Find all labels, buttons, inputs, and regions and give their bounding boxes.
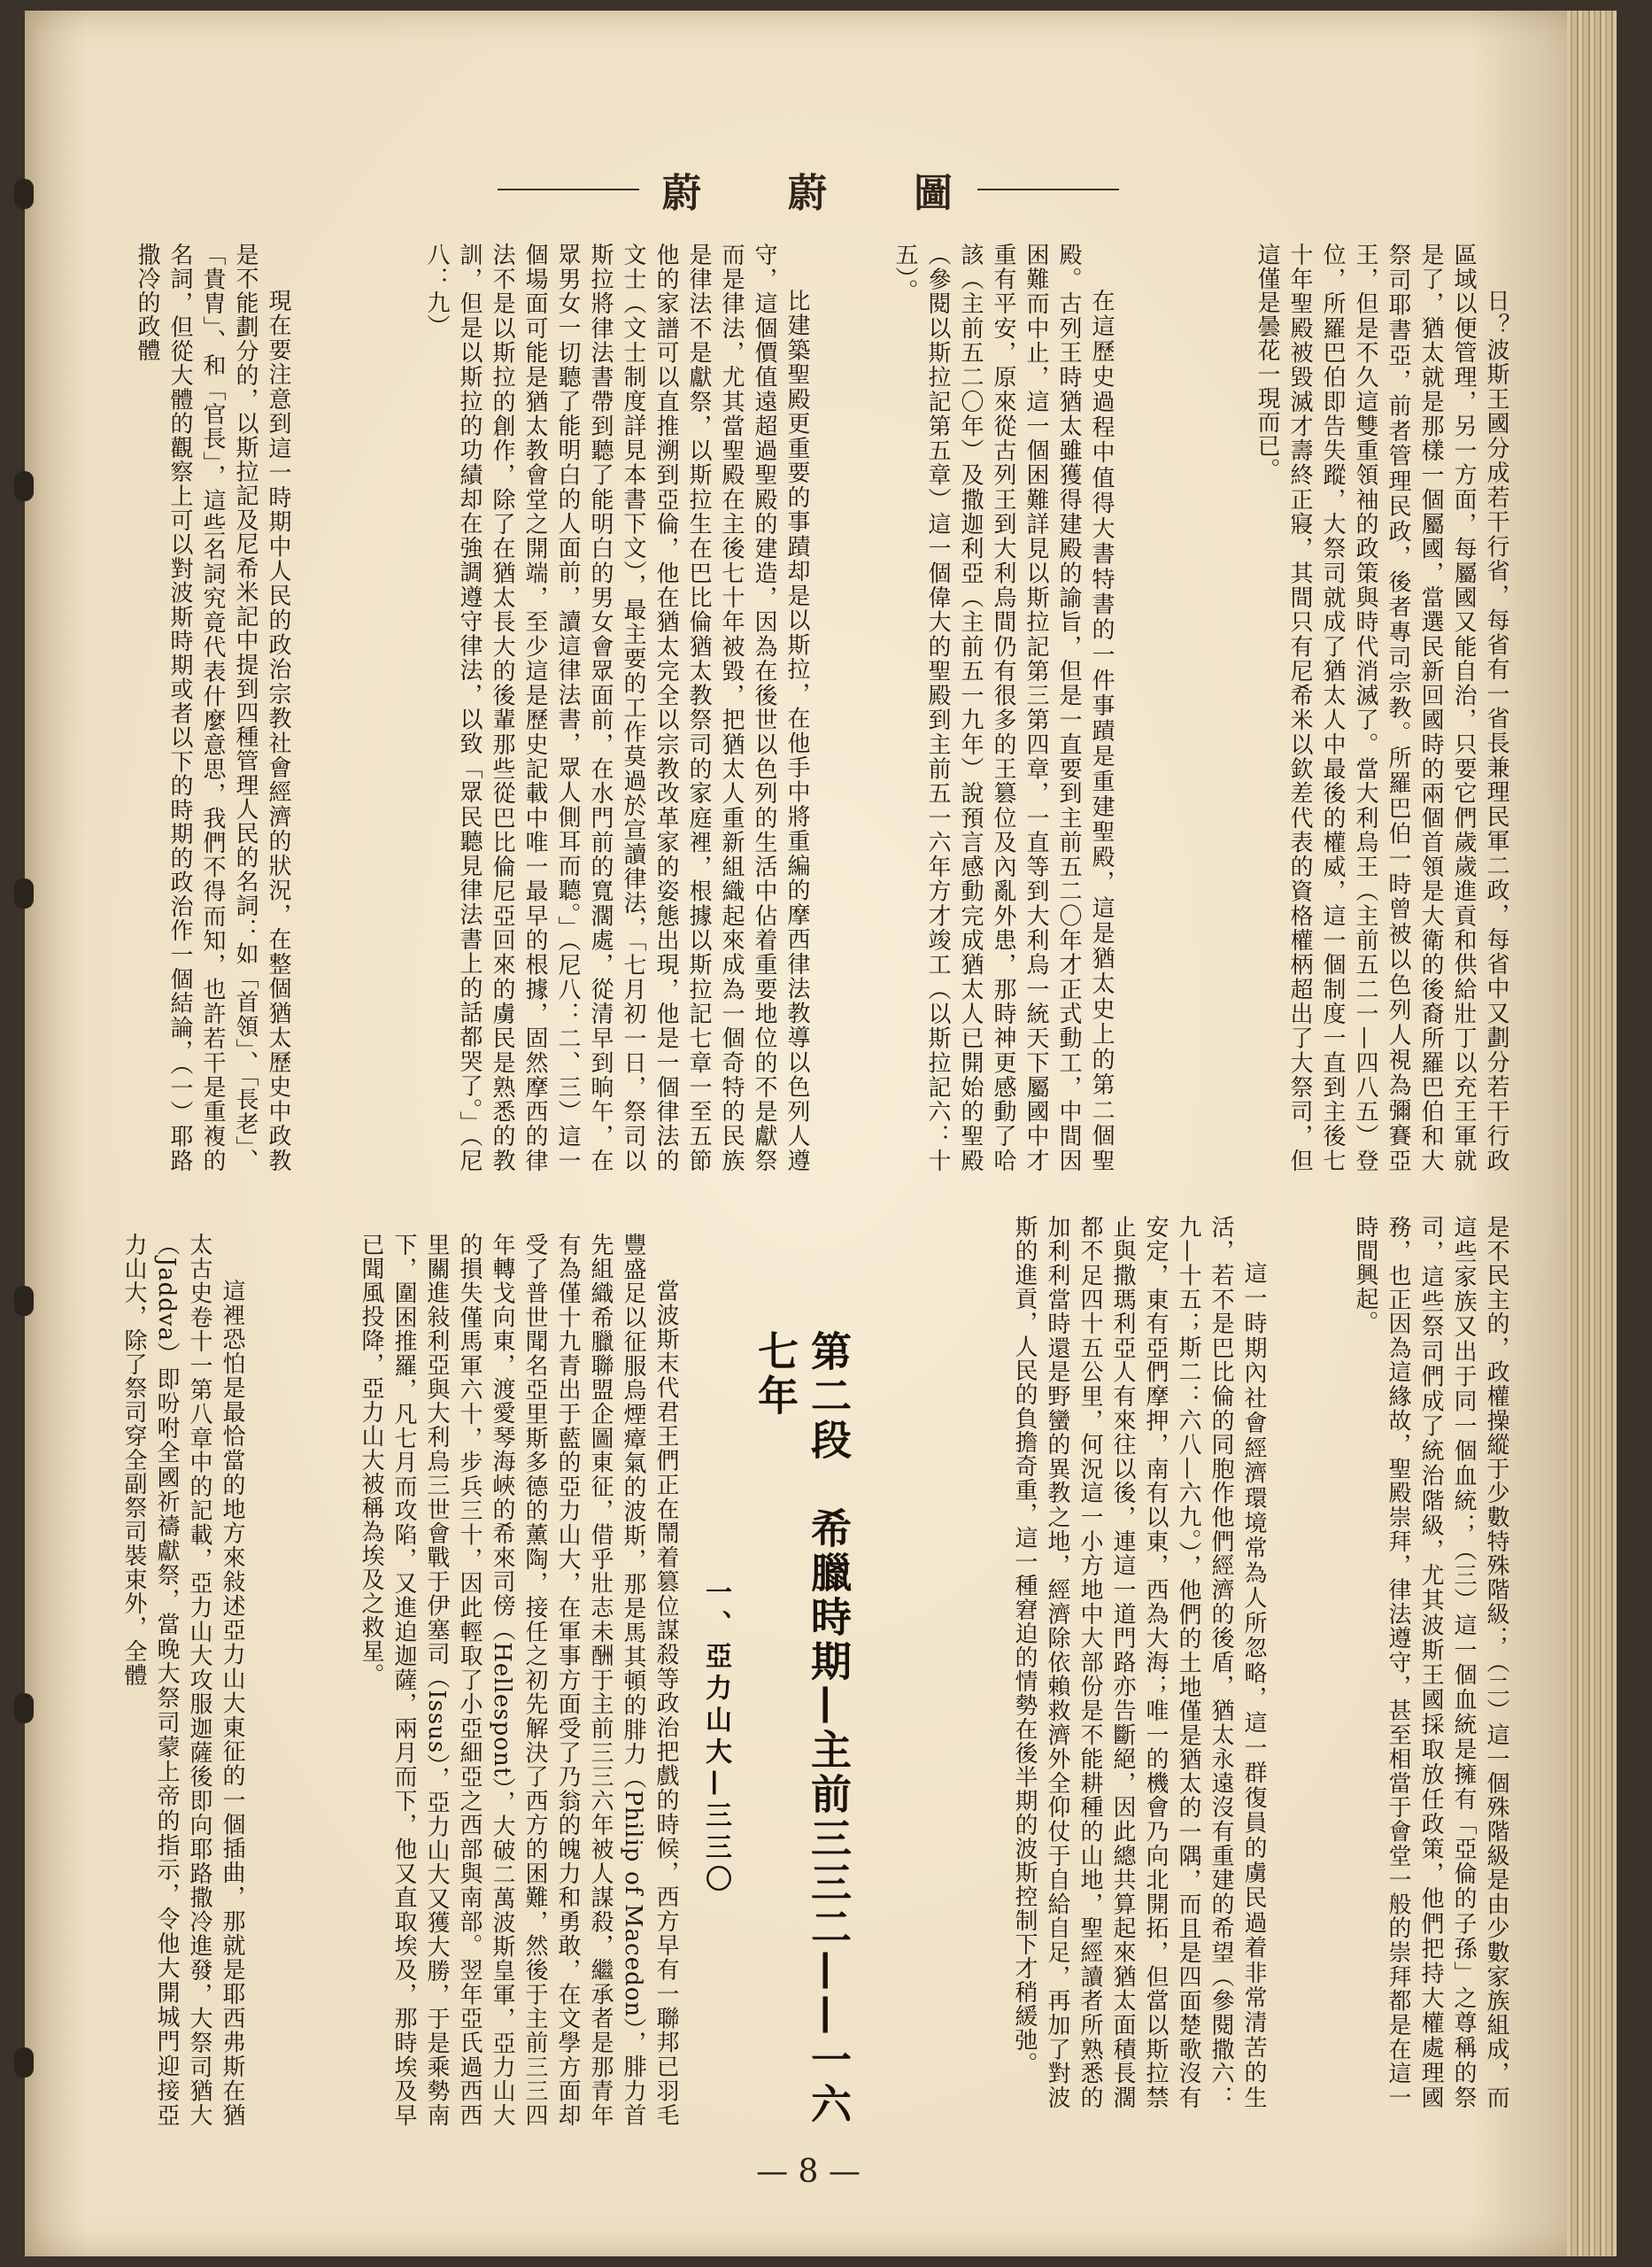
paragraph-text: 是不民主的，政權操縱于少數特殊階級；（二）這一個殊階級是由少數家族組成，而這些家族又出于同一個血統；（三）這一個血統是擁有「亞倫的子孫」之尊稱的祭司，這些祭司們成了統治階級，尤其波斯王國採取放任政策，他們把持大權處理國務，也正因為這緣故，聖殿崇拜，律法遵守，甚至相當于會堂一般的崇拜都是在這一時間興起。 (1352, 1215, 1509, 2109)
paragraph-text: 這裡恐怕是最恰當的地方來敍述亞力山大東征的一個插曲，那就是耶西弗斯在猶太古史卷十一第八章中的記載，亞力山大攻服迦薩後即向耶路撒冷進發，大祭司猶大（Jaddva）即吩咐全國祈禱獻祭，當晚大祭司蒙上帝的指示，令他大開城門迎接亞力山大，除了祭司穿全副祭司裝束外，全體 (120, 1233, 245, 2127)
section-heading-text: 第二段 希臘時期—主前三三二——一六七年 (752, 1330, 853, 2127)
paragraph-text: 現在要注意到這一時期中人民的政治宗教社會經濟的狀況，在整個猶太歷史中政教是不能劃分的，以斯拉記及尼希米記中提到四種管理人民的名詞：如「首領」、「長老」、「貴胄」、和「官長」，這些名詞究竟代表什麼意思，我們不得而知，也許若干是重複的名詞，但從大體的觀察上可以對波斯時期或者以下的時期的政治作一個結論，（一）耶路撒冷的政體 (134, 243, 291, 1172)
section-heading (740, 1330, 855, 2127)
header-glyph-right: 圖 (914, 171, 954, 216)
running-header (25, 163, 1592, 216)
header-rule-right (977, 189, 1119, 190)
paragraph-ezra (301, 243, 813, 1172)
page-edges (1567, 11, 1617, 2256)
paragraph-text: 日？波斯王國分成若干行省，每省有一省長兼理民軍二政，每省中又劃分若干行政區域以便管理，另一方面，每屬國又能自治，只要它們歲歲進貢和供給壯丁以充王軍就是了，猶太就是那樣一個屬國，當選民新回國時的兩個首領是大衛的後裔所羅巴伯和大祭司耶書亞，前者管理民政，後者專司宗教。所羅巴伯一時曾被以色列人視為彌賽亞王，但是不久這雙重領袖的政策與時代消滅了。當大利烏王（主前五二一—四八五）登位，所羅巴伯即告失蹤，大祭司就成了猶太人中最後的權威，這一個制度一直到主後七十年聖殿被毀滅才壽終正寢，其間只有尼希米以欽差代表的資格權柄超出了大祭司，但這僅是曇花一現而已。 (1254, 243, 1509, 1172)
subsection-heading (689, 1578, 733, 2003)
paragraph-alexander (253, 1233, 682, 2127)
paragraph-economy (857, 1215, 1270, 2109)
paragraph-text: 這一時期內社會經濟環境常為人所忽略，這一群復員的虜民過着非常清苦的生活，若不是巴比倫的同胞作他們經濟的後盾，猶太永遠沒有重建的希望（參閱撒六：九—十五；斯二：六八—六九。），他們的土地僅是猶太的一隅，而且是四面楚歌沒有安定，東有亞們摩押，南有以東，西為大海；唯一的機會乃向北開拓，但當以斯拉禁止與撒瑪利亞人有來往以後，連這一道門路亦告斷絕，因此總共算起來猶太面積長濶都不足四十五公里，何況這一小方地中大部份是不能耕種的山地，聖經讀者所熟悉的加利利當時還是野蠻的異教之地，經濟除依賴救濟外全仰仗于自給自足，再加了對波斯的進貢，人民的負擔奇重，這一種窘迫的情勢在後半期的波斯控制下才稍緩弛。 (1011, 1215, 1267, 2109)
paragraph-text: 比建築聖殿更重要的事蹟却是以斯拉，在他手中將重編的摩西律法教導以色列人遵守，這個價值遠超過聖殿的建造，因為在後世以色列的生活中佔着重要地位的不是獻祭而是律法，尤其當聖殿在主後七十年被毀，把猶太人重新組織起來成為一個奇特的民族是律法不是獻祭，以斯拉生在巴比倫猶太教祭司的家庭裡，根據以斯拉記七章一至五節他的家譜可以直推溯到亞倫，他在猶太完全以宗教改革家的姿態出現，他是一個律法的文士（文士制度詳見本書下文），最主要的工作莫過於宣讀律法，「七月初一日，祭司以斯拉將律法書帶到聽了能明白的男女會眾面前，在水門前的寬濶處，從清早到晌午，在眾男女一切聽了能明白的人面前，讀這律法書，眾人側耳而聽。」（尼八：二、三）這一個場面可能是猶太教會堂之開端，至少這是歷史記載中唯一最早的根據，固然摩西的律法不是以斯拉的創作，除了在猶太長大的後輩那些從巴比倫尼亞回來的虜民是熟悉的教訓，但是以斯拉的功績却在強調遵守律法，以致「眾民聽見律法書上的話都哭了。」（尼八：九） (423, 243, 810, 1172)
paragraph-governance (1277, 1215, 1512, 2109)
header-glyph-left: 蔚 (662, 171, 703, 216)
subsection-heading-text: 一、亞力山大—三三〇 (700, 1578, 731, 1897)
paragraph-text: 當波斯末代君王們正在鬧着篡位謀殺等政治把戲的時候，西方早有一聯邦已羽毛豐盛足以征服烏煙瘴氣的波斯，那是馬其頓的腓力（Philip of Macedon），腓力首先組織希臘聯盟企圖東征，借乎壯志未酬于主前三三六年被人謀殺，繼承者是那青年有為僅十九青出于藍的亞力山大，在軍事方面受了乃翁的魄力和勇敢，在文學方面却受了普世聞名亞里斯多德的薰陶，接任之初先解決了西方的困難，然後于主前三三四年轉戈向東，渡愛琴海峽的希來司傍（Hellespont），大破二萬波斯皇軍，亞力山大的損失僅馬軍六十，步兵三十，因此輕取了小亞細亞之西部與南部。翌年亞氏過西西里關進敍利亞與大利烏三世會戰于伊塞司（Issus），亞力山大又獲大勝，于是乘勢南下，圍困推羅，凡七月而攻陷，又進迫迦薩，兩月而下，他又直取埃及，那時埃及早已聞風投降，亞力山大被稱為埃及之救星。 (358, 1233, 679, 2127)
binding-holes (9, 11, 35, 2256)
header-glyph-middle: 蔚 (788, 171, 829, 216)
paragraph-politics (97, 243, 294, 1172)
book-page (25, 11, 1592, 2256)
paragraph-persian-provinces (1124, 243, 1512, 1172)
paragraph-temple-rebuild (820, 243, 1117, 1172)
paragraph-text: 在這歷史過程中值得大書特書的一件事蹟是重建聖殿，這是猶太史上的第二個聖殿。古列王時猶太雖獲得建殿的諭旨，但是一直要到主前五二〇年才正式動工，中間因困難而中止，這一個困難詳見以斯拉記第三第四章，一直等到大利烏一統天下屬國中才重有平安，原來從古列王到大利烏間仍有很多的王篡位及內亂外患，那時神更感動了哈該（主前五二〇年）及撒迦利亞（主前五一九年）說預言感動完成猶太人已開始的聖殿（參閱以斯拉記第五章）這一個偉大的聖殿到主前五一六年方才竣工（以斯拉記六：十五）。 (892, 243, 1115, 1172)
paragraph-josephus (97, 1233, 248, 2127)
header-rule-left (498, 189, 639, 190)
page-number: — 8 — (756, 2154, 861, 2190)
